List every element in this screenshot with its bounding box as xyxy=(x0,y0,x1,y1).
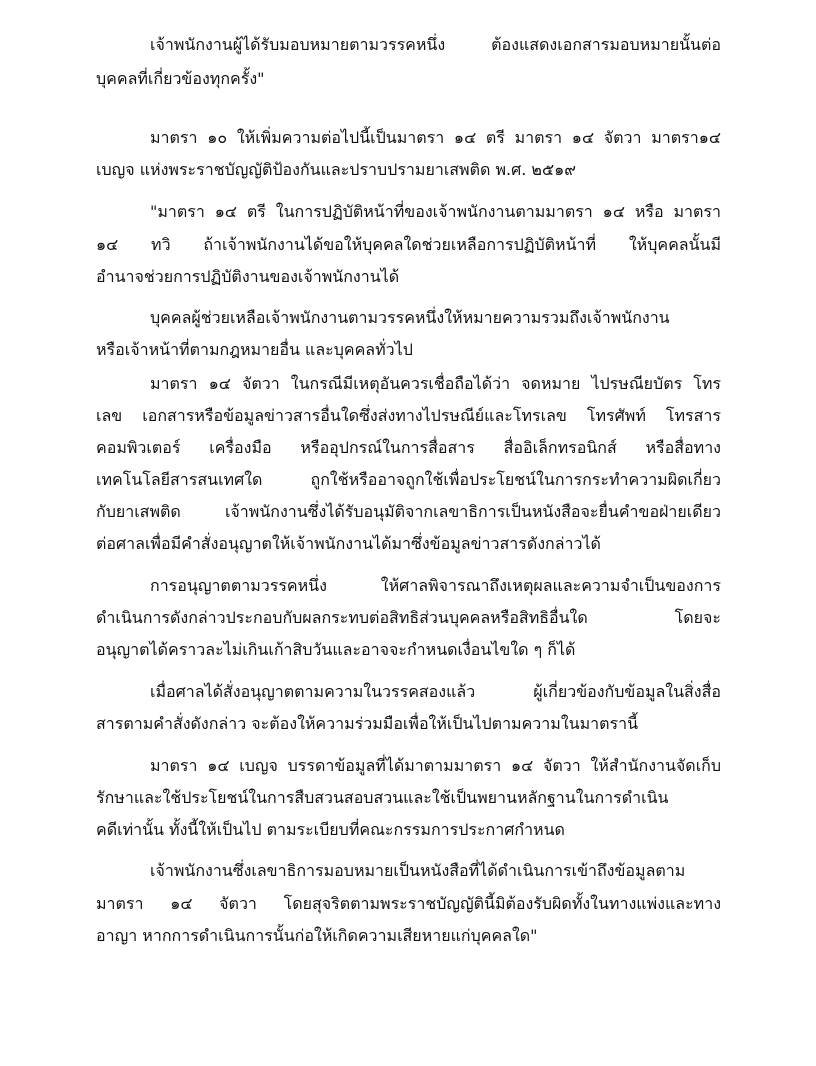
text-line: คอมพิวเตอร์ เครื่องมือ หรืออุปกรณ์ในการสื่อสาร สื่ออิเล็กทรอนิกส์ หรือสื่อทาง xyxy=(96,438,721,457)
text-line: เจ้าพนักงานผู้ได้รับมอบหมายตามวรรคหนึ่ง ต้องแสดงเอกสารมอบหมายนั้นต่อ xyxy=(150,35,721,54)
text-line: มาตรา ๑๔ เบญจ บรรดาข้อมูลที่ได้มาตามมาตรา ๑๔ จัตวา ให้สำนักงานจัดเก็บ xyxy=(150,756,721,775)
text-line: กับยาเสพติด เจ้าพนักงานซึ่งได้รับอนุมัติจากเลขาธิการเป็นหนังสือจะยื่นคำขอฝ่ายเดียว xyxy=(96,502,721,521)
text-line: เมื่อศาลได้สั่งอนุญาตตามความในวรรคสองแล้ว ผู้เกี่ยวข้องกับข้อมูลในสิ่งสื่อ xyxy=(150,682,721,701)
text-line: มาตรา ๑๔ จัตวา ในกรณีมีเหตุอันควรเชื่อถือได้ว่า จดหมาย ไปรษณียบัตร โทร xyxy=(150,374,721,393)
text-line: มาตรา ๑๔ จัตวา โดยสุจริตตามพระราชบัญญัตินี้มิต้องรับผิดทั้งในทางแพ่งและทาง xyxy=(96,894,721,913)
text-line: บุคคลที่เกี่ยวข้องทุกครั้ง" xyxy=(96,69,265,88)
text-line: เทคโนโลยีสารสนเทศใด ถูกใช้หรืออาจถูกใช้เพื่อประโยชน์ในการกระทำความผิดเกี่ยว xyxy=(96,470,721,489)
text-line: การอนุญาตตามวรรคหนึ่ง ให้ศาลพิจารณาถึงเหตุผลและความจำเป็นของการ xyxy=(150,576,721,595)
text-line: บุคคลผู้ช่วยเหลือเจ้าพนักงานตามวรรคหนึ่งให้หมายความรวมถึงเจ้าพนักงาน xyxy=(150,308,670,327)
text-line: มาตรา ๑๐ ให้เพิ่มความต่อไปนี้เป็นมาตรา ๑๔ ตรี มาตรา ๑๔ จัตวา มาตรา๑๔ xyxy=(150,128,721,147)
text-line: เจ้าพนักงานซึ่งเลขาธิการมอบหมายเป็นหนังสือที่ได้ดำเนินการเข้าถึงข้อมูลตาม xyxy=(150,861,686,880)
text-line: คดีเท่านั้น ทั้งนี้ให้เป็นไป ตามระเบียบที่คณะกรรมการประกาศกำหนด xyxy=(96,820,565,839)
text-line: "มาตรา ๑๔ ตรี ในการปฏิบัติหน้าที่ของเจ้าพนักงานตามมาตรา ๑๔ หรือ มาตรา xyxy=(150,202,721,221)
text-line: ๑๔ ทวิ ถ้าเจ้าพนักงานได้ขอให้บุคคลใดช่วยเหลือการปฏิบัติหน้าที่ ให้บุคคลนั้นมี xyxy=(96,235,721,254)
text-line: หรือเจ้าหน้าที่ตามกฎหมายอื่น และบุคคลทั่วไป xyxy=(96,340,413,359)
text-line: เบญจ แห่งพระราชบัญญัติป้องกันและปราบปรามยาเสพติด พ.ศ. ๒๕๑๙ xyxy=(96,160,576,179)
text-line: อาญา หากการดำเนินการนั้นก่อให้เกิดความเสียหายแก่บุคคลใด" xyxy=(96,926,538,945)
text-line: อำนาจช่วยการปฏิบัติงานของเจ้าพนักงานได้ xyxy=(96,267,400,286)
text-line: ดำเนินการดังกล่าวประกอบกับผลกระทบต่อสิทธิส่วนบุคคลหรือสิทธิอื่นใด โดยจะ xyxy=(96,608,721,627)
text-line: ต่อศาลเพื่อมีคำสั่งอนุญาตให้เจ้าพนักงานได้มาซึ่งข้อมูลข่าวสารดังกล่าวได้ xyxy=(96,534,601,553)
text-line: รักษาและใช้ประโยชน์ในการสืบสวนสอบสวนและใช้เป็นพยานหลักฐานในการดำเนิน xyxy=(96,788,669,807)
text-line: อนุญาตได้คราวละไม่เกินเก้าสิบวันและอาจจะกำหนดเงื่อนไขใด ๆ ก็ได้ xyxy=(96,640,576,659)
text-line: เลข เอกสารหรือข้อมูลข่าวสารอื่นใดซึ่งส่งทางไปรษณีย์และโทรเลข โทรศัพท์ โทรสาร xyxy=(96,406,721,425)
text-line: สารตามคำสั่งดังกล่าว จะต้องให้ความร่วมมือเพื่อให้เป็นไปตามความในมาตรานี้ xyxy=(96,714,638,733)
